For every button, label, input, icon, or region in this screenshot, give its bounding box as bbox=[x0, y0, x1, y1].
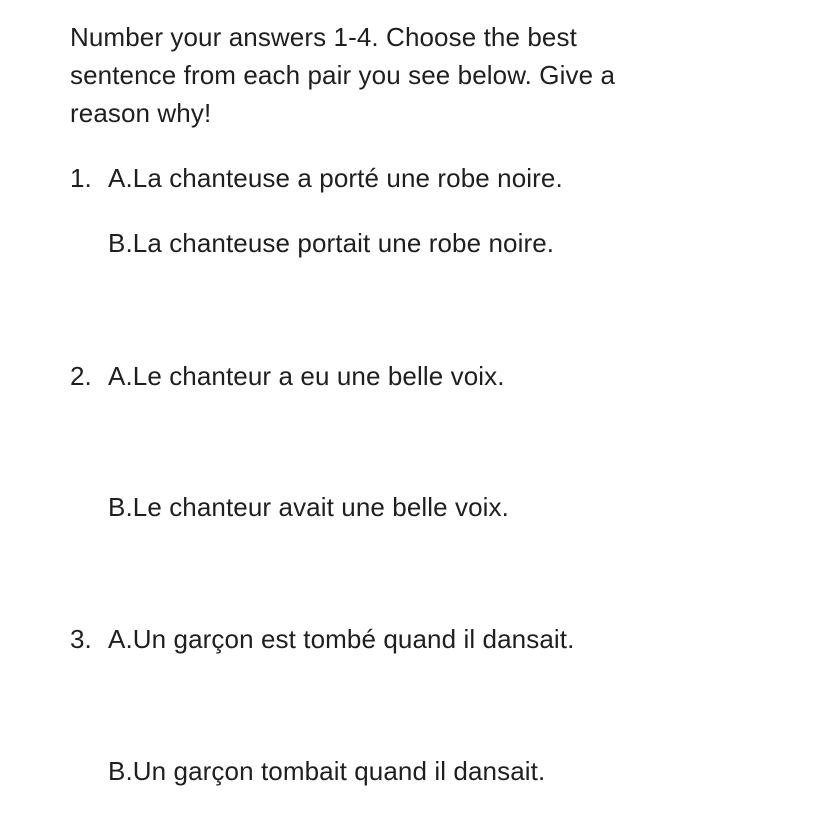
question-1-option-b: B.La chanteuse portait une robe noire. bbox=[108, 228, 555, 258]
question-2-option-b: B.Le chanteur avait une belle voix. bbox=[108, 492, 509, 522]
instructions-line-1: Number your answers 1-4. Choose the best bbox=[70, 22, 577, 52]
question-2-number: 2. bbox=[70, 361, 92, 391]
question-3-number: 3. bbox=[70, 624, 92, 654]
question-3-option-a: A.Un garçon est tombé quand il dansait. bbox=[108, 624, 575, 654]
question-1-option-a: A.La chanteuse a porté une robe noire. bbox=[108, 163, 563, 193]
instructions bbox=[70, 18, 710, 132]
question-1-number: 1. bbox=[70, 163, 92, 193]
question-2-option-a: A.Le chanteur a eu une belle voix. bbox=[108, 361, 505, 391]
instructions-line-2: sentence from each pair you see below. Give a bbox=[70, 60, 616, 90]
instructions-line-3: reason why! bbox=[70, 98, 212, 128]
question-3-option-b: B.Un garçon tombait quand il dansait. bbox=[108, 756, 546, 786]
